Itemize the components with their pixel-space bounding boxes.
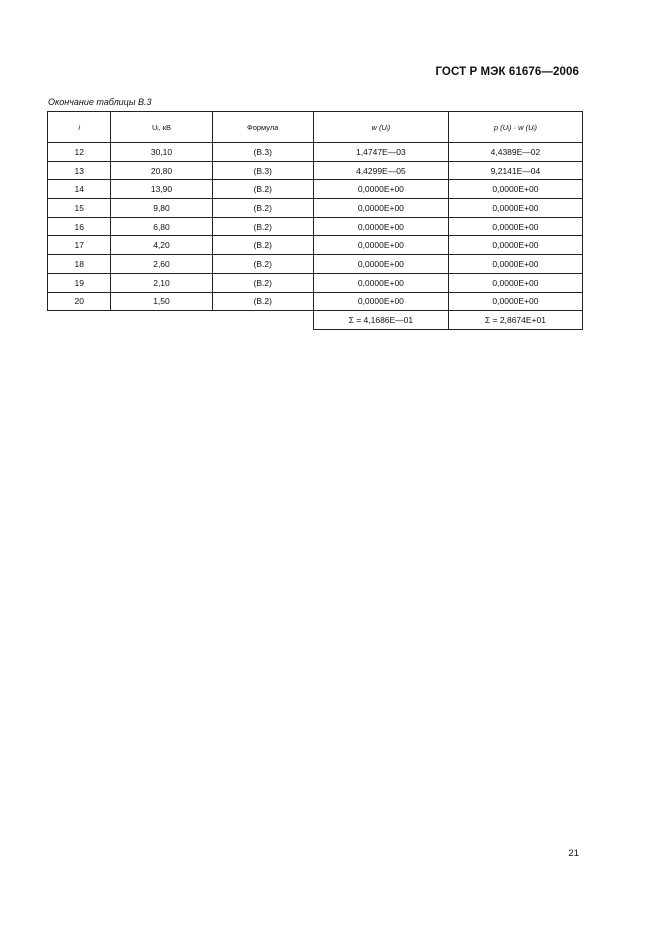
table-row	[48, 273, 583, 292]
cell-weight: 0,0000E+00	[313, 199, 448, 218]
cell-product: 0,0000E+00	[448, 273, 582, 292]
cell-voltage: 4,20	[111, 236, 212, 255]
column-header-i: i	[48, 112, 111, 143]
cell-product: 0,0000E+00	[448, 236, 582, 255]
cell-formula: (В.2)	[212, 199, 313, 218]
sum-product: Σ = 2,8674E+01	[448, 311, 582, 330]
cell-index: 18	[48, 255, 111, 274]
cell-product: 0,0000E+00	[448, 180, 582, 199]
sum-weight: Σ = 4,1686E—01	[313, 311, 448, 330]
cell-formula: (В.2)	[212, 292, 313, 311]
cell-voltage: 30,10	[111, 143, 212, 162]
cell-index: 13	[48, 161, 111, 180]
cell-weight: 0,0000E+00	[313, 273, 448, 292]
cell-index: 12	[48, 143, 111, 162]
cell-product: 9,2141E—04	[448, 161, 582, 180]
cell-formula: (В.2)	[212, 255, 313, 274]
document-header: ГОСТ Р МЭК 61676—2006	[435, 66, 579, 78]
column-header-formula: Формула	[212, 112, 313, 143]
cell-weight: 4,4299E—05	[313, 161, 448, 180]
cell-voltage: 2,10	[111, 273, 212, 292]
cell-weight: 0,0000E+00	[313, 180, 448, 199]
cell-voltage: 13,90	[111, 180, 212, 199]
table-row	[48, 199, 583, 218]
table-row	[48, 217, 583, 236]
cell-weight: 0,0000E+00	[313, 255, 448, 274]
cell-product: 0,0000E+00	[448, 199, 582, 218]
cell-formula: (В.2)	[212, 180, 313, 199]
table-row	[48, 143, 583, 162]
table-row	[48, 236, 583, 255]
cell-formula: (В.3)	[212, 161, 313, 180]
cell-voltage: 6,80	[111, 217, 212, 236]
cell-formula: (В.3)	[212, 143, 313, 162]
cell-index: 20	[48, 292, 111, 311]
table-row	[48, 292, 583, 311]
cell-index: 15	[48, 199, 111, 218]
cell-voltage: 20,80	[111, 161, 212, 180]
cell-voltage: 1,50	[111, 292, 212, 311]
cell-product: 4,4389E—02	[448, 143, 582, 162]
cell-weight: 1,4747E—03	[313, 143, 448, 162]
table-sum-row	[48, 311, 583, 330]
cell-weight: 0,0000E+00	[313, 236, 448, 255]
table-row	[48, 180, 583, 199]
page-number: 21	[568, 848, 579, 859]
table-header-row	[48, 112, 583, 143]
cell-index: 16	[48, 217, 111, 236]
cell-weight: 0,0000E+00	[313, 292, 448, 311]
cell-formula: (В.2)	[212, 217, 313, 236]
column-header-weight: w (Uᵢ)	[313, 112, 448, 143]
table-row	[48, 161, 583, 180]
sum-row-spacer	[48, 311, 314, 330]
column-header-product: p (Uᵢ) · w (Uᵢ)	[448, 112, 582, 143]
cell-formula: (В.2)	[212, 273, 313, 292]
cell-voltage: 2,60	[111, 255, 212, 274]
cell-index: 14	[48, 180, 111, 199]
cell-formula: (В.2)	[212, 236, 313, 255]
cell-voltage: 9,80	[111, 199, 212, 218]
cell-index: 17	[48, 236, 111, 255]
cell-product: 0,0000E+00	[448, 292, 582, 311]
cell-product: 0,0000E+00	[448, 255, 582, 274]
cell-index: 19	[48, 273, 111, 292]
table-caption: Окончание таблицы В.3	[48, 97, 152, 107]
cell-product: 0,0000E+00	[448, 217, 582, 236]
data-table	[47, 111, 583, 330]
column-header-voltage: Uᵢ, кВ	[111, 112, 212, 143]
table-row	[48, 255, 583, 274]
cell-weight: 0,0000E+00	[313, 217, 448, 236]
